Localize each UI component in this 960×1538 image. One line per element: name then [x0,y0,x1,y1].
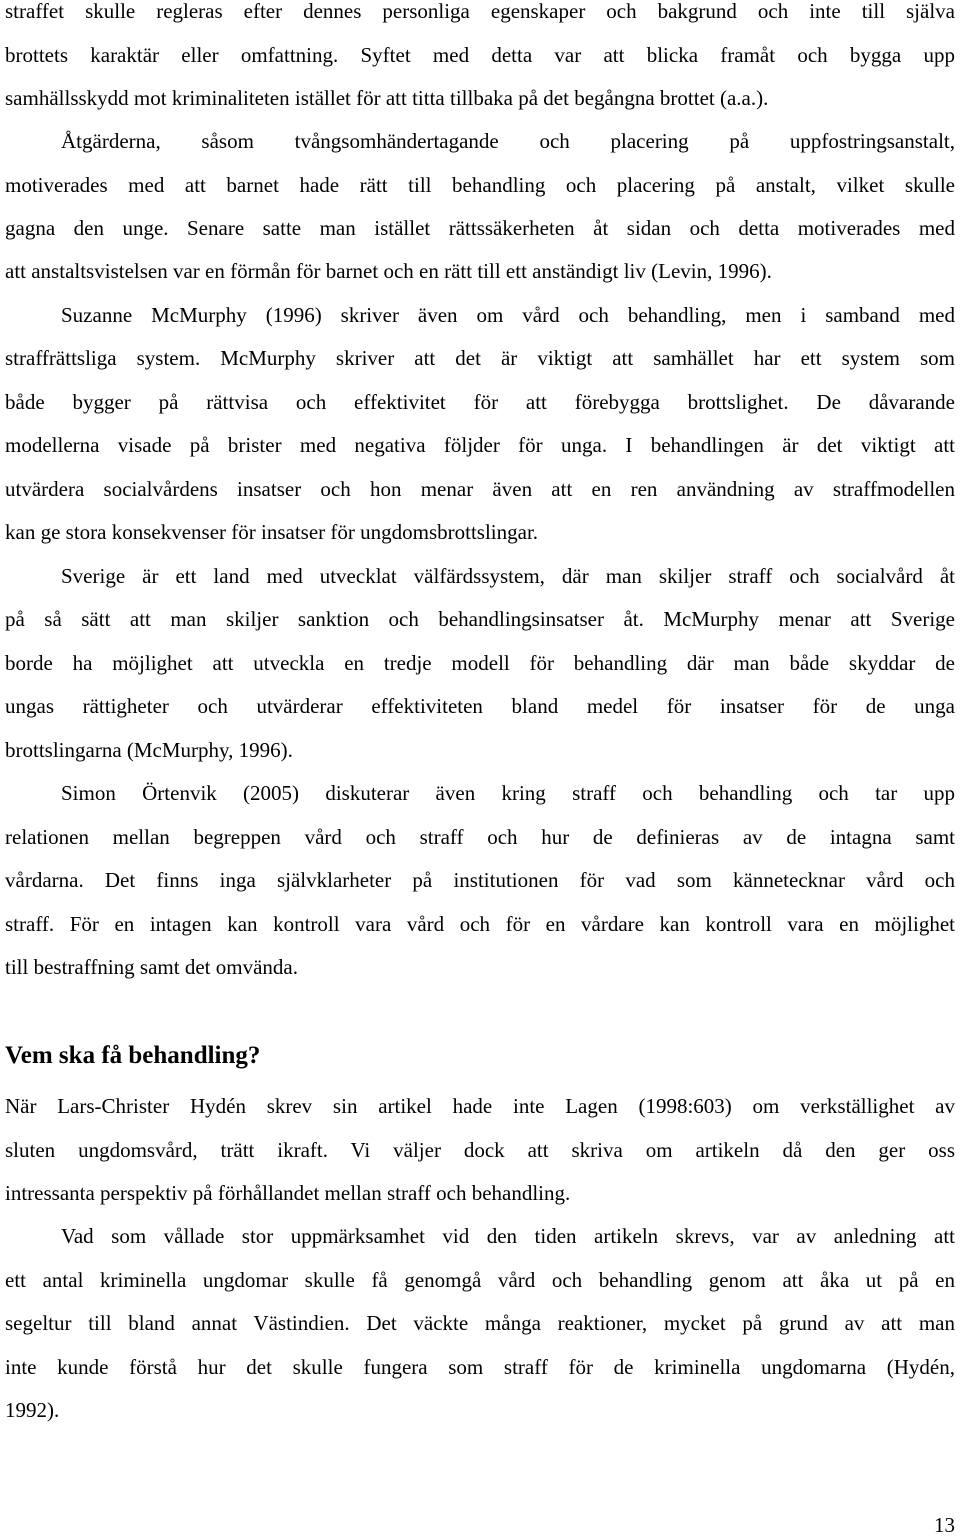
text-line: Vad som vållade stor uppmärksamhet vid den tiden artikeln skrevs, var av anledning att [61,1224,955,1248]
text-line: När Lars-Christer Hydén skrev sin artikel hade inte Lagen (1998:603) om verkställighet av [5,1094,955,1118]
text-line: brottets karaktär eller omfattning. Syftet med detta var att blicka framåt och bygga upp [5,43,955,67]
text-line: till bestraffning samt det omvända. [5,955,298,979]
text-line: på så sätt att man skiljer sanktion och behandlingsinsatser åt. McMurphy menar att Sverige [5,607,955,631]
text-line: motiverades med att barnet hade rätt till behandling och placering på anstalt, vilket skulle [5,173,955,197]
text-line: samhällsskydd mot kriminaliteten istället för att titta tillbaka på det begångna brottet (a.a.). [5,86,769,110]
text-line: Simon Örtenvik (2005) diskuterar även kring straff och behandling och tar upp [61,781,955,805]
text-line: borde ha möjlighet att utveckla en tredje modell för behandling där man både skyddar de [5,651,955,675]
text-line: utvärdera socialvårdens insatser och hon menar även att en ren användning av straffmodellen [5,477,955,501]
text-line: gagna den unge. Senare satte man istället rättssäkerheten åt sidan och detta motiverades med [5,216,955,240]
text-line: sluten ungdomsvård, trätt ikraft. Vi väljer dock att skriva om artikeln då den ger oss [5,1138,955,1162]
text-line: ett antal kriminella ungdomar skulle få genomgå vård och behandling genom att åka ut på en [5,1268,955,1292]
text-line: relationen mellan begreppen vård och straff och hur de definieras av de intagna samt [5,825,955,849]
text-line: straffet skulle regleras efter dennes personliga egenskaper och bakgrund och inte till själva [5,0,955,23]
text-line: Åtgärderna, såsom tvångsomhändertagande och placering på uppfostringsanstalt, [61,129,955,153]
text-line: vårdarna. Det finns inga självklarheter på institutionen för vad som kännetecknar vård och [5,868,955,892]
text-line: både bygger på rättvisa och effektivitet för att förebygga brottslighet. De dåvarande [5,390,955,414]
section-heading: Vem ska få behandling? [5,1042,261,1069]
text-line: 1992). [5,1398,60,1422]
text-line: Suzanne McMurphy (1996) skriver även om vård och behandling, men i samband med [61,303,955,327]
text-line: modellerna visade på brister med negativa följder för unga. I behandlingen är det viktigt att [5,433,955,457]
text-line: brottslingarna (McMurphy, 1996). [5,738,293,762]
text-line: straffrättsliga system. McMurphy skriver att det är viktigt att samhället har ett system som [5,346,955,370]
text-line: intressanta perspektiv på förhållandet mellan straff och behandling. [5,1181,571,1205]
text-line: ungas rättigheter och utvärderar effektiviteten bland medel för insatser för de unga [5,694,955,718]
text-line: inte kunde förstå hur det skulle fungera som straff för de kriminella ungdomarna (Hydén, [5,1355,955,1379]
text-line: kan ge stora konsekvenser för insatser för ungdomsbrottslingar. [5,520,539,544]
text-line: segeltur till bland annat Västindien. Det väckte många reaktioner, mycket på grund av att man [5,1311,955,1335]
page-number: 13 [934,1513,955,1537]
text-line: Sverige är ett land med utvecklat välfärdssystem, där man skiljer straff och socialvård åt [61,564,955,588]
text-line: att anstaltsvistelsen var en förmån för barnet och en rätt till ett anständigt liv (Levin, 1996). [5,259,772,283]
text-line: straff. För en intagen kan kontroll vara vård och för en vårdare kan kontroll vara en möjlighet [5,912,955,936]
